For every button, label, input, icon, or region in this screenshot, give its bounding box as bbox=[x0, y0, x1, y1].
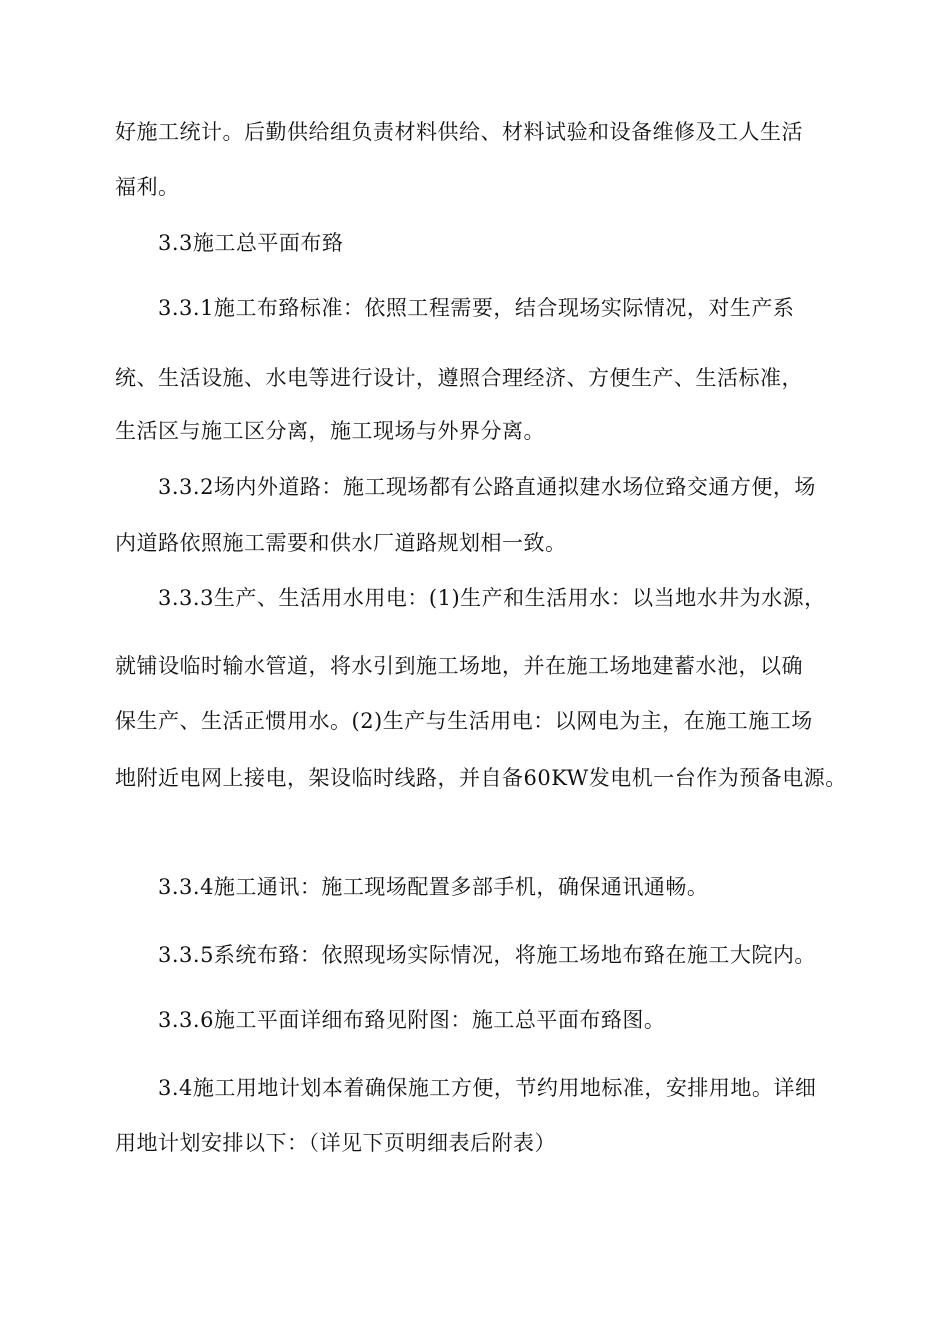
text-line: 福利。 bbox=[115, 175, 180, 199]
text-line: 保生产、生活正惯用水。(2)生产与生活用电：以网电为主，在施工施工场 bbox=[115, 709, 813, 733]
text-line: 地附近电网上接电，架设临时线路，并自备60KW发电机一台作为预备电源。 bbox=[115, 766, 847, 790]
text-line: 3.3.5系统布臵：依照现场实际情况，将施工场地布臵在施工大院内。 bbox=[158, 943, 816, 967]
text-line: 好施工统计。后勤供给组负责材料供给、材料试验和设备维修及工人生活 bbox=[115, 120, 803, 144]
text-line: 3.3.4施工通讯：施工现场配置多部手机，确保通讯通畅。 bbox=[158, 875, 709, 899]
text-line: 就铺设临时输水管道，将水引到施工场地，并在施工场地建蓄水池，以确 bbox=[115, 654, 803, 678]
text-line: 生活区与施工区分离，施工现场与外界分离。 bbox=[115, 419, 545, 443]
text-line: 3.3.6施工平面详细布臵见附图：施工总平面布臵图。 bbox=[158, 1008, 666, 1032]
section-heading: 3.3施工总平面布臵 bbox=[158, 231, 344, 255]
text-line: 3.3.1施工布臵标准：依照工程需要，结合现场实际情况，对生产系 bbox=[158, 296, 795, 320]
text-line: 3.3.2场内外道路：施工现场都有公路直通拟建水场位臵交通方便，场 bbox=[158, 475, 816, 499]
text-line: 3.4施工用地计划本着确保施工方便，节约用地标准，安排用地。详细 bbox=[158, 1076, 817, 1100]
text-line: 用地计划安排以下：（详见下页明细表后附表） bbox=[115, 1131, 556, 1155]
text-line: 内道路依照施工需要和供水厂道路规划相一致。 bbox=[115, 531, 567, 555]
text-line: 3.3.3生产、生活用水用电：(1)生产和生活用水：以当地水井为水源， bbox=[158, 586, 826, 610]
text-line: 统、生活设施、水电等进行设计，遵照合理经济、方便生产、生活标准， bbox=[115, 366, 803, 390]
